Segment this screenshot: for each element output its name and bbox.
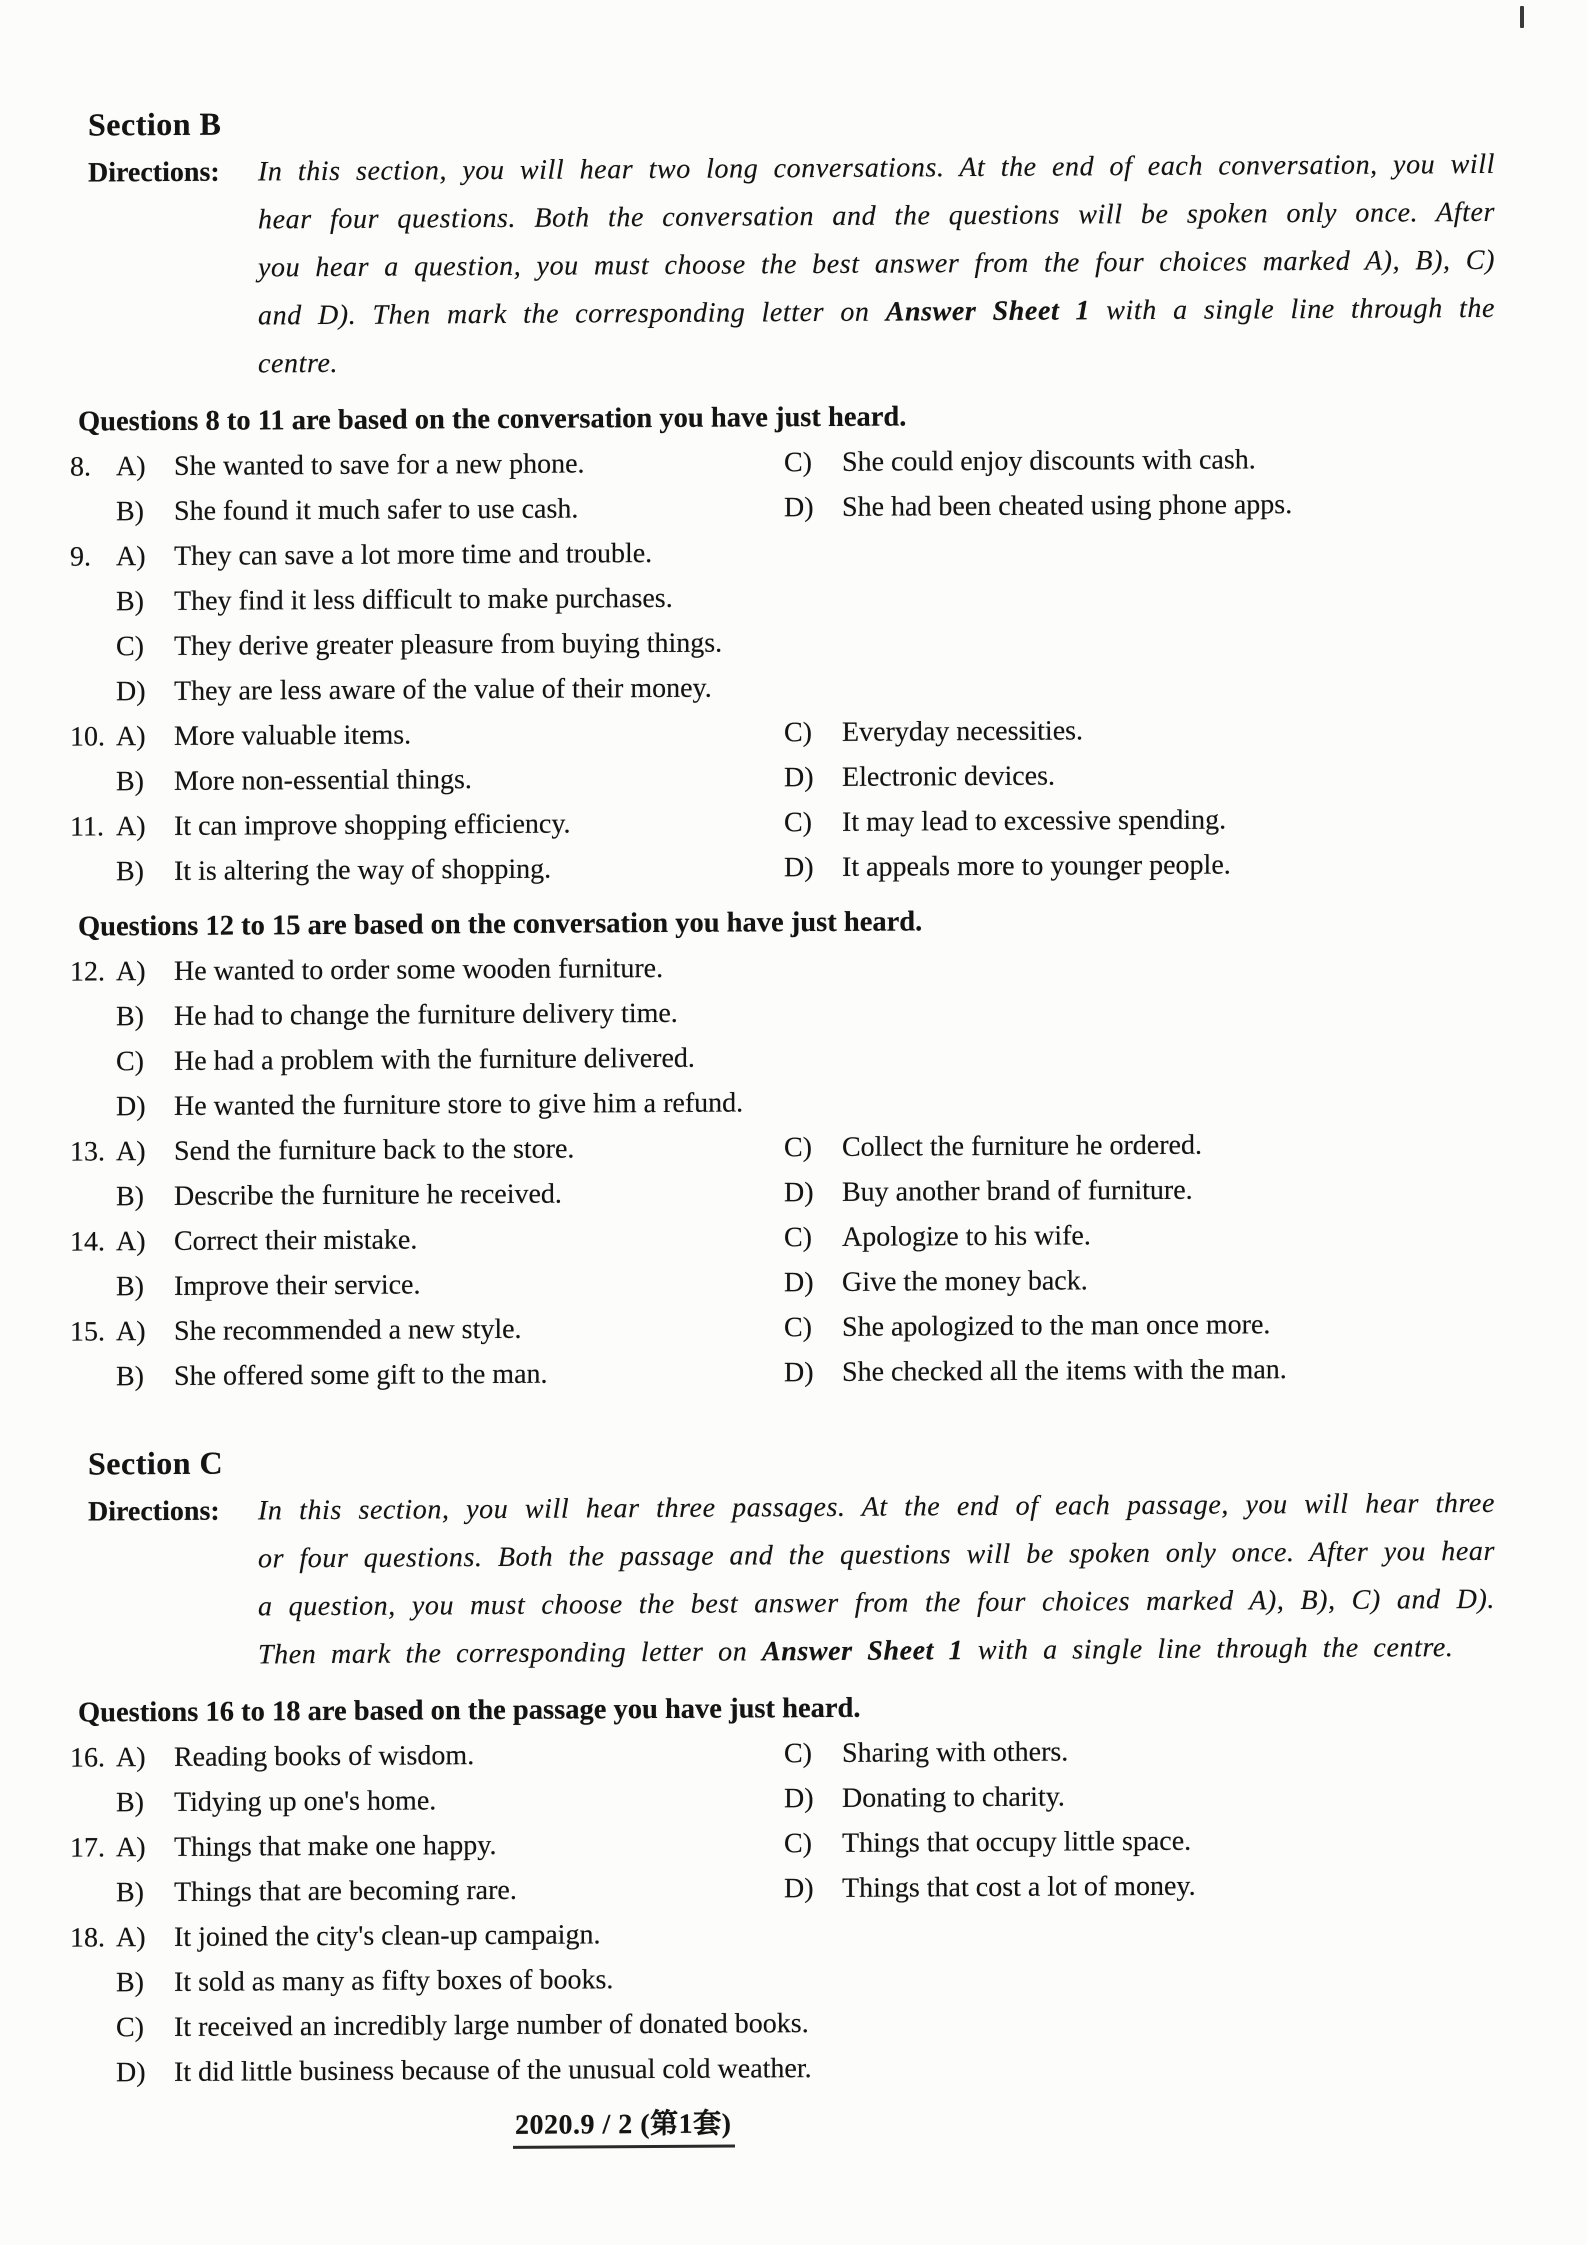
option-text: She apologized to the man once more.	[842, 1309, 1271, 1343]
question-number: 18.	[70, 1922, 105, 1954]
question-number: 15.	[70, 1316, 105, 1348]
option-label: B)	[116, 1361, 144, 1393]
option-label: C)	[784, 1222, 812, 1254]
question-option	[784, 1772, 1495, 1821]
option-label: C)	[784, 717, 812, 749]
question-option	[116, 1350, 784, 1399]
directions-label: Directions:	[88, 1495, 220, 1528]
question-option	[784, 1301, 1495, 1350]
option-text: Sharing with others.	[842, 1736, 1069, 1769]
option-label: B)	[116, 1967, 144, 1999]
option-label: B)	[116, 1001, 144, 1033]
question-option	[116, 1260, 784, 1309]
question-number: 14.	[70, 1226, 105, 1258]
question-block	[70, 1301, 1495, 1400]
question-number	[70, 1870, 116, 1915]
question-option	[116, 1821, 784, 1870]
option-label: A)	[116, 811, 146, 843]
directions-label: Directions:	[88, 156, 220, 189]
option-label: B)	[116, 1877, 144, 1909]
question-option	[784, 1256, 1495, 1305]
question-option	[116, 845, 784, 894]
directions-text	[258, 141, 1495, 389]
question-number: 12.	[70, 956, 105, 988]
question-number	[70, 669, 116, 714]
option-text: It did little business because of the unusual cold weather.	[174, 2053, 812, 2088]
question-option	[116, 1170, 784, 1219]
option-text: She offered some gift to the man.	[174, 1358, 548, 1392]
option-label: A)	[116, 1226, 146, 1258]
section-title: Section C	[88, 1444, 224, 1482]
question-option	[116, 1731, 784, 1780]
question-number	[70, 994, 116, 1039]
question-option	[784, 751, 1495, 800]
question-number	[70, 579, 116, 624]
directions	[70, 141, 1495, 390]
option-text: Send the furniture back to the store.	[174, 1133, 575, 1167]
question-row	[70, 841, 1495, 895]
question-number: 9.	[70, 541, 91, 573]
question-option	[784, 1166, 1495, 1215]
question-number: 11.	[70, 811, 104, 843]
option-text: Things that cost a lot of money.	[842, 1870, 1196, 1904]
question-option	[116, 485, 784, 534]
question-block	[70, 526, 1495, 715]
option-label: C)	[784, 447, 812, 479]
question-block	[70, 1727, 1495, 1826]
option-text: Tidying up one's home.	[174, 1785, 437, 1818]
option-text: They find it less difficult to make purchases.	[174, 582, 673, 617]
question-option	[116, 710, 784, 759]
option-text: Describe the furniture he received.	[174, 1178, 562, 1212]
option-label: B)	[116, 1787, 144, 1819]
option-label: C)	[784, 1828, 812, 1860]
directions-text-post: with a single line through the centre.	[963, 1632, 1454, 1667]
question-block	[70, 1121, 1495, 1220]
question-option	[116, 1215, 784, 1264]
question-option	[784, 796, 1495, 845]
option-label: D)	[784, 1267, 814, 1299]
directions-text	[258, 1480, 1495, 1680]
option-label: B)	[116, 1271, 144, 1303]
option-label: C)	[784, 1312, 812, 1344]
question-option	[116, 800, 784, 849]
option-label: A)	[116, 541, 146, 573]
option-label: D)	[784, 1177, 814, 1209]
question-number	[70, 849, 116, 894]
option-text: She found it much safer to use cash.	[174, 493, 579, 527]
option-text: He had to change the furniture delivery time.	[174, 997, 678, 1032]
directions-text-post: with a single line through the centre.	[258, 292, 1495, 380]
option-text: It is altering the way of shopping.	[174, 853, 552, 887]
question-row	[70, 1346, 1495, 1400]
option-label: B)	[116, 1181, 144, 1213]
question-option	[784, 1862, 1495, 1911]
question-block	[70, 796, 1495, 895]
option-label: A)	[116, 1832, 146, 1864]
question-group-heading: Questions 12 to 15 are based on the conversation you have just heard.	[78, 906, 923, 943]
option-text: Donating to charity.	[842, 1781, 1065, 1814]
question-option	[116, 1776, 784, 1825]
question-number	[70, 1354, 116, 1399]
question-option	[784, 481, 1495, 530]
question-number: 17.	[70, 1832, 105, 1864]
option-label: C)	[116, 2012, 144, 2044]
option-text: It may lead to excessive spending.	[842, 804, 1227, 838]
option-label: A)	[116, 1136, 146, 1168]
option-text: She recommended a new style.	[174, 1313, 522, 1347]
option-label: D)	[784, 1873, 814, 1905]
question-row	[70, 2042, 1495, 2096]
question-number	[70, 1780, 116, 1825]
question-block	[70, 1907, 1495, 2096]
option-text: It sold as many as fifty boxes of books.	[174, 1964, 614, 1998]
option-text: Correct their mistake.	[174, 1224, 418, 1257]
question-number	[70, 489, 116, 534]
option-text: It appeals more to younger people.	[842, 849, 1231, 883]
question-option	[784, 706, 1495, 755]
question-option	[784, 1346, 1495, 1395]
option-label: C)	[116, 631, 144, 663]
option-text: He wanted to order some wooden furniture.	[174, 952, 664, 987]
question-option	[784, 1211, 1495, 1260]
directions-text-pre: In this section, you will hear two long conversations. At the end of each conversation, you will hear four questions. Both the conversation and the questions will be spoken only once. After you hear a question, you must choose the best answer from the four choices marked A), B), C) and D). Then mark the corresponding letter on	[258, 148, 1495, 332]
option-text: It received an incredibly large number of donated books.	[174, 2008, 809, 2043]
answer-sheet-reference: Answer Sheet 1	[885, 295, 1091, 328]
question-number	[70, 1264, 116, 1309]
question-number: 13.	[70, 1136, 105, 1168]
question-number: 10.	[70, 721, 105, 753]
option-text: Apologize to his wife.	[842, 1220, 1091, 1253]
option-label: B)	[116, 496, 144, 528]
question-option	[116, 440, 784, 489]
question-option	[116, 755, 784, 804]
question-number	[70, 1960, 116, 2005]
option-text: She wanted to save for a new phone.	[174, 448, 585, 482]
question-option	[784, 436, 1495, 485]
option-label: D)	[784, 852, 814, 884]
answer-sheet-reference: Answer Sheet 1	[761, 1635, 964, 1668]
question-number	[70, 1039, 116, 1084]
question-number	[70, 2005, 116, 2050]
option-text: Buy another brand of furniture.	[842, 1174, 1193, 1208]
question-option	[784, 1727, 1495, 1776]
question-number: 16.	[70, 1742, 105, 1774]
option-text: He had a problem with the furniture delivered.	[174, 1042, 695, 1077]
option-text: They are less aware of the value of their money.	[174, 672, 712, 707]
question-option	[784, 1817, 1495, 1866]
option-label: D)	[116, 676, 146, 708]
option-label: C)	[784, 1738, 812, 1770]
footer-text: 2020.9 / 2 (第1套)	[515, 2108, 732, 2141]
option-label: D)	[116, 2057, 146, 2089]
question-block	[70, 1211, 1495, 1310]
option-text: More valuable items.	[174, 719, 412, 752]
option-text: They derive greater pleasure from buying things.	[174, 627, 723, 662]
option-label: A)	[116, 956, 146, 988]
option-text: Things that occupy little space.	[842, 1825, 1192, 1859]
option-text: Everyday necessities.	[842, 715, 1084, 748]
question-option	[784, 1121, 1495, 1170]
question-option	[784, 841, 1495, 890]
question-block	[70, 941, 1495, 1130]
option-label: D)	[784, 762, 814, 794]
question-number: 8.	[70, 451, 91, 483]
option-label: A)	[116, 1742, 146, 1774]
option-label: D)	[116, 1091, 146, 1123]
option-label: D)	[784, 1783, 814, 1815]
option-text: She could enjoy discounts with cash.	[842, 444, 1256, 478]
option-text: Give the money back.	[842, 1265, 1088, 1298]
section-title: Section B	[88, 105, 222, 143]
option-text: She had been cheated using phone apps.	[842, 489, 1293, 523]
option-label: D)	[784, 1357, 814, 1389]
question-group-heading: Questions 16 to 18 are based on the passage you have just heard.	[78, 1692, 861, 1729]
option-label: B)	[116, 766, 144, 798]
question-block	[70, 1817, 1495, 1916]
option-text: They can save a lot more time and trouble.	[174, 538, 653, 572]
option-text: He wanted the furniture store to give him a refund.	[174, 1087, 744, 1122]
option-label: C)	[784, 807, 812, 839]
question-number	[70, 759, 116, 804]
question-number	[70, 624, 116, 669]
question-number	[70, 2050, 116, 2095]
question-option	[116, 1125, 784, 1174]
option-text: Things that are becoming rare.	[174, 1874, 517, 1908]
option-text: More non-essential things.	[174, 764, 472, 797]
option-label: A)	[116, 1922, 146, 1954]
option-text: It can improve shopping efficiency.	[174, 808, 571, 842]
option-text: It joined the city's clean-up campaign.	[174, 1919, 601, 1953]
page-footer	[513, 2108, 735, 2149]
question-number	[70, 1084, 116, 1129]
option-label: C)	[784, 1132, 812, 1164]
question-option	[116, 1305, 784, 1354]
option-text: She checked all the items with the man.	[842, 1354, 1287, 1388]
question-group-heading: Questions 8 to 11 are based on the conversation you have just heard.	[78, 401, 907, 438]
option-text: Improve their service.	[174, 1269, 421, 1302]
option-label: A)	[116, 451, 146, 483]
option-label: C)	[116, 1046, 144, 1078]
directions-text-pre: In this section, you will hear three passages. At the end of each passage, you will hear three or four questions. Both the passage and the questions will be spoken only once. After you hear a question, you must choose the best answer from the four choices marked A), B), C) and D). Then mark the corresponding letter on	[258, 1487, 1495, 1671]
option-label: B)	[116, 856, 144, 888]
option-text: Collect the furniture he ordered.	[842, 1129, 1202, 1163]
option-label: B)	[116, 586, 144, 618]
question-option	[116, 2042, 1495, 2095]
option-label: D)	[784, 492, 814, 524]
option-label: A)	[116, 1316, 146, 1348]
option-text: Things that make one happy.	[174, 1829, 497, 1863]
question-number	[70, 1174, 116, 1219]
question-block	[70, 436, 1495, 535]
option-text: Reading books of wisdom.	[174, 1740, 475, 1773]
question-block	[70, 706, 1495, 805]
option-text: Electronic devices.	[842, 760, 1056, 793]
question-option	[116, 1866, 784, 1915]
directions	[70, 1480, 1495, 1681]
option-label: A)	[116, 721, 146, 753]
